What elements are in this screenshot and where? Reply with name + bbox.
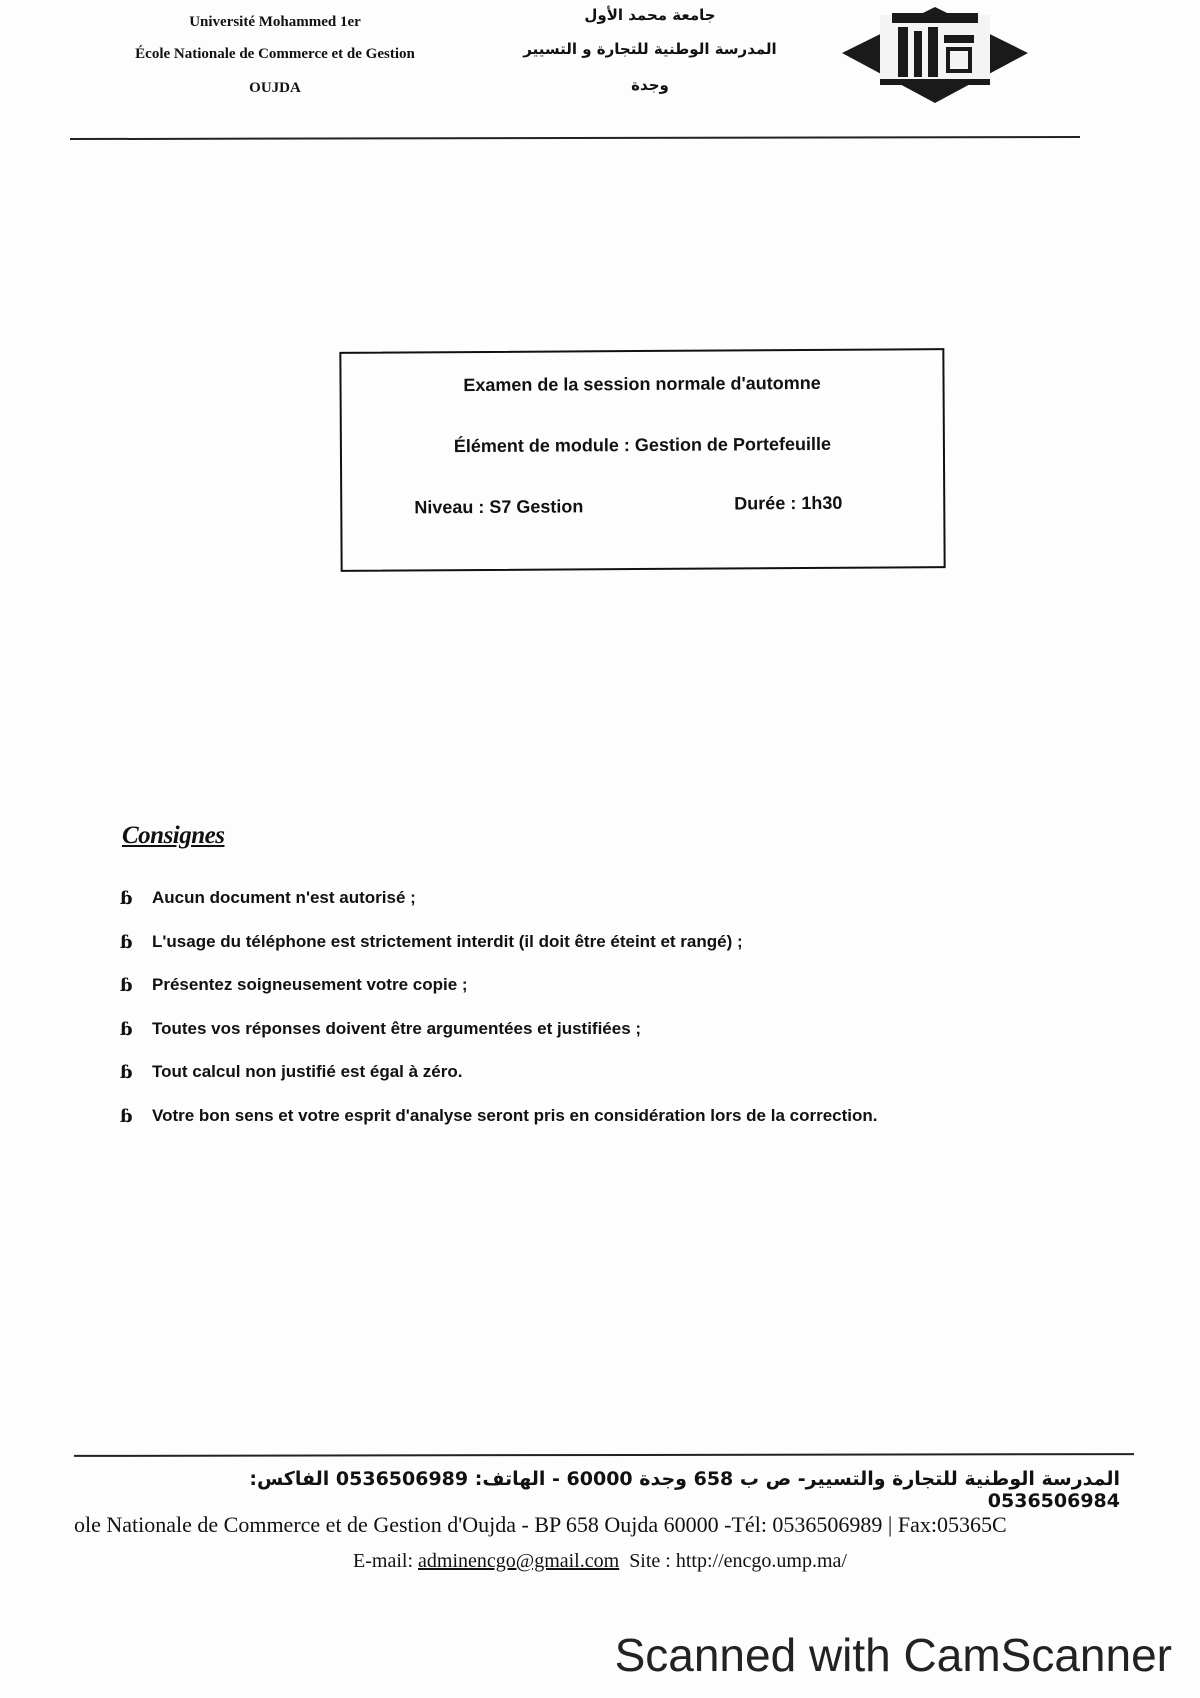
header-school-ar: المدرسة الوطنية للتجارة و التسيير: [523, 40, 777, 58]
list-item: ɓ Votre bon sens et votre esprit d'analyse seront pris en considération lors de la correction.: [120, 1105, 878, 1127]
list-item: ɓ Aucun document n'est autorisé ;: [120, 888, 416, 909]
footer-divider: [74, 1453, 1134, 1457]
site-link[interactable]: http://encgo.ump.ma/: [675, 1550, 847, 1572]
consignes-list: [120, 888, 1080, 1149]
bullet-icon: ɓ: [120, 1105, 133, 1127]
header-university-fr: Université Mohammed 1er: [189, 14, 361, 30]
header-university-ar: جامعة محمد الأول: [584, 6, 716, 24]
bullet-icon: ɓ: [120, 931, 133, 953]
exam-info-box: [339, 348, 945, 572]
header-school-fr: École Nationale de Commerce et de Gestion: [135, 46, 415, 62]
list-item: ɓ L'usage du téléphone est strictement interdit (il doit être éteint et rangé) ;: [120, 931, 743, 953]
exam-level: Niveau : S7 Gestion: [414, 496, 584, 518]
footer-french-address: ole Nationale de Commerce et de Gestion d'Oujda - BP 658 Oujda 60000 -Tél: 0536506989 | Fax:05365C: [74, 1512, 1007, 1537]
exam-title: Examen de la session normale d'automne: [463, 372, 821, 396]
bullet-icon: ɓ: [120, 1018, 133, 1040]
site-label: Site :: [629, 1550, 671, 1572]
header-city-ar: وجدة: [631, 76, 669, 94]
footer-contact: [0, 1550, 1200, 1573]
list-item: ɓ Présentez soigneusement votre copie ;: [120, 975, 468, 996]
bullet-icon: ɓ: [120, 975, 133, 996]
email-link[interactable]: adminencgo@gmail.com: [418, 1550, 620, 1572]
email-label: E-mail:: [353, 1550, 414, 1572]
consignes-title: Consignes: [122, 822, 225, 849]
bullet-icon: ɓ: [120, 888, 133, 909]
exam-module: Élément de module : Gestion de Portefeuille: [453, 433, 831, 457]
header-divider: [70, 136, 1080, 140]
footer-arabic-address: المدرسة الوطنية للتجارة والتسيير- ص ب 658 وجدة 60000 - الهاتف: 0536506989 الفاكس: 0536506984: [249, 1468, 1120, 1512]
list-item: ɓ Toutes vos réponses doivent être argumentées et justifiées ;: [120, 1018, 642, 1040]
encg-logo-icon: [840, 5, 1030, 105]
camscanner-watermark: Scanned with CamScanner: [614, 1629, 1172, 1681]
list-item: ɓ Tout calcul non justifié est égal à zéro.: [120, 1062, 463, 1083]
bullet-icon: ɓ: [120, 1062, 133, 1083]
header-city-fr: OUJDA: [249, 80, 301, 96]
exam-duration: Durée : 1h30: [734, 492, 843, 514]
